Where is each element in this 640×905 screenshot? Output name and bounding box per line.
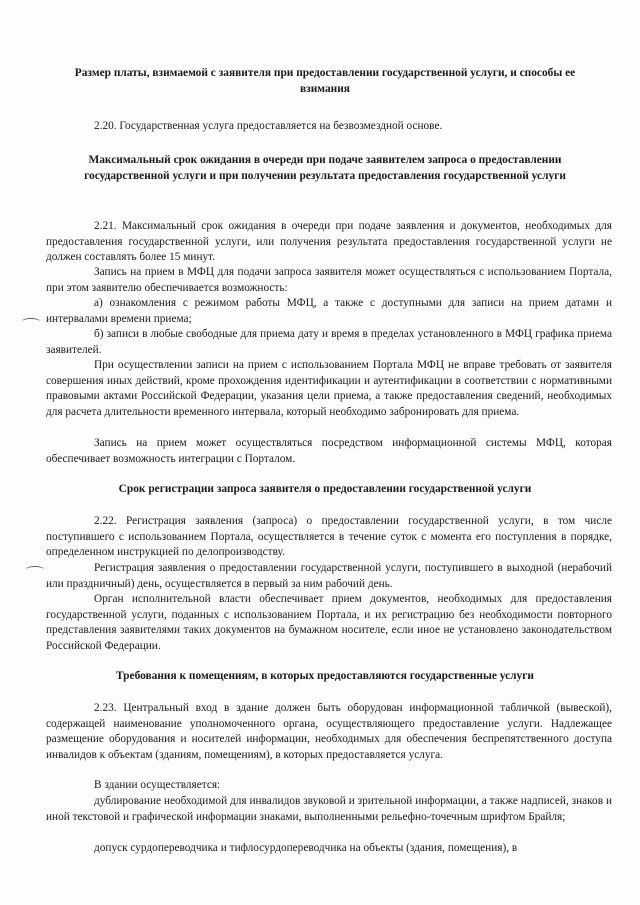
paragraph-interpreter-access: допуск сурдопереводчика и тифлосурдопереводчика на объекты (здания, помещения), в [94, 842, 518, 854]
paragraph-braille: дублирование необходимой для инвалидов звуковой и зрительной информации, а также надписей, знаков и иной текстовой и графической информации знаками, выполненными рельефно-точечным шрифтом Брайля; [46, 795, 612, 823]
paragraph-2-23: 2.23. Центральный вход в здание должен быть оборудован информационной табличкой (вывеской), содержащей наименование уполномоченного органа, осуществляющего предоставление услуги. Надлежащее размещение оборудования и носителей информации, необходимых для обеспечения беспрепятственного доступа инвалидов к объектам (зданиям, помещениям), в которых предоставляется услуга. [46, 702, 612, 761]
paragraph-2-20: 2.20. Государственная услуга предоставляется на безвозмездной основе. [94, 120, 443, 132]
section-heading-queue-time: Максимальный срок ожидания в очереди при подаче заявителем запроса о предоставлении государственной услуги и при получении результата предоставления государственной услуги [84, 154, 566, 182]
paragraph-portal-booking: Запись на прием в МФЦ для подачи запроса заявителя может осуществляться с использованием Портала, при этом заявителю обеспечивается возможность: [46, 266, 612, 294]
punch-mark [22, 318, 40, 325]
paragraph-weekend-registration: Регистрация заявления о предоставлении государственной услуги, поступившего в выходной (нерабочий или праздничный) день, осуществляется в первый за ним рабочий день. [46, 562, 612, 590]
paragraph-mfc-info-system: Запись на прием может осуществляться посредством информационной системы МФЦ, которая обеспечивает возможность интеграции с Порталом. [46, 437, 612, 465]
paragraph-2-22: 2.22. Регистрация заявления (запроса) о предоставлении государственной услуги, в том числе поступившего с использованием Портала, осуществляется в течение суток с момента его поступления в порядке, определенном инструкцией по делопроизводству. [46, 515, 612, 559]
paragraph-mfc-booking-rules: При осуществлении записи на прием с использованием Портала МФЦ не вправе требовать от заявителя совершения иных действий, кроме прохождения идентификации и аутентификации в соответствии с нормативными правовыми актами Российской Федерации, указания цели приема, а также предоставления сведений, необходимых для расчета длительности временного интервала, который необходимо забронировать для приема. [46, 359, 612, 418]
paragraph-portal-documents: Орган исполнительной власти обеспечивает прием документов, необходимых для предоставления государственной услуги, поданных с использованием Портала, и их регистрацию без необходимости повторного представления заявителями таких документов на бумажном носителе, если иное не установлено законодательством Российской Федерации. [46, 593, 612, 652]
section-heading-premises: Требования к помещениям, в которых предоставляются государственные услуги [116, 670, 534, 682]
paragraph-2-21: 2.21. Максимальный срок ожидания в очереди при подаче заявления и документов, необходимых для предоставления государственной услуги, или получения результата предоставления государственной услуги не должен составлять более 15 минут. [46, 220, 612, 264]
section-heading-fee: Размер платы, взимаемой с заявителя при предоставлении государственной услуги, и способы ее взимания [74, 67, 576, 95]
paragraph-building-provides: В здании осуществляется: [94, 779, 221, 791]
paragraph-item-b: б) записи в любые свободные для приема дату и время в пределах установленного в МФЦ графика приема заявителей. [46, 328, 612, 356]
paragraph-item-a: а) ознакомления с режимом работы МФЦ, а также с доступными для записи на прием датами и интервалами времени приема; [46, 297, 612, 325]
section-heading-registration: Срок регистрации запроса заявителя о предоставлении государственной услуги [118, 483, 532, 495]
punch-mark [26, 566, 44, 573]
